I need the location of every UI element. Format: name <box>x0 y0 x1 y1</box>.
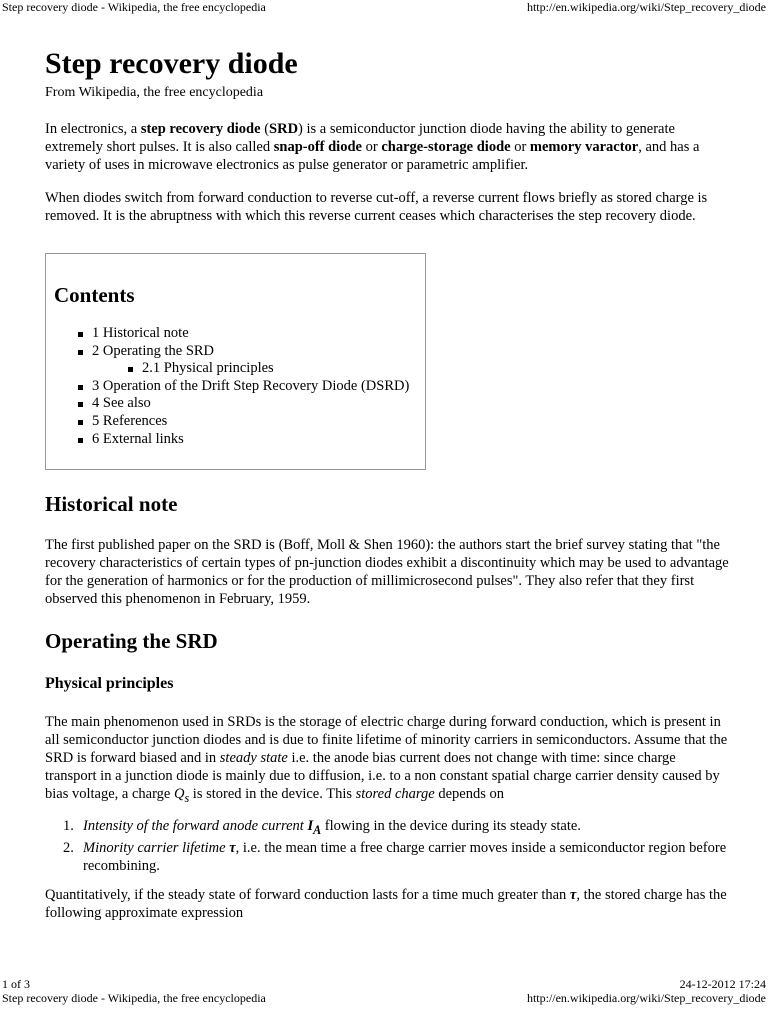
page-title: Step recovery diode <box>45 47 298 80</box>
header-page-title: Step recovery diode - Wikipedia, the free encyclopedia <box>2 0 266 14</box>
heading-operating-the-srd: Operating the SRD <box>45 629 218 653</box>
footer-page-title: Step recovery diode - Wikipedia, the free encyclopedia <box>2 991 266 1005</box>
historical-paragraph: The first published paper on the SRD is (Boff, Moll & Shen 1960): the authors start the brief survey stating that "the recovery characteristics of certain types of pn-junction diodes exhibit a discontinuity which may be used to advantage for the generation of harmonics or for the production of millimicrosecond pulses". They also refer that they first observed this phenomenon in February, 1959. <box>45 537 729 607</box>
toc-item-external-links[interactable]: 6 External links <box>76 431 409 449</box>
toc-title: Contents <box>54 283 135 307</box>
heading-historical-note: Historical note <box>45 492 178 516</box>
toc-list <box>76 325 409 448</box>
table-of-contents <box>45 253 426 470</box>
list-item: 2. Minority carrier lifetime τ, i.e. the mean time a free charge carrier moves inside a semiconductor region before recombining. <box>63 839 727 874</box>
toc-item-references[interactable]: 5 References <box>76 413 409 431</box>
print-datetime: 24-12-2012 17:24 <box>679 977 766 991</box>
heading-physical-principles: Physical principles <box>45 675 174 692</box>
toc-item-historical-note[interactable]: 1 Historical note <box>76 325 409 343</box>
page-subtitle: From Wikipedia, the free encyclopedia <box>45 85 264 100</box>
physical-principles-paragraph: The main phenomenon used in SRDs is the storage of electric charge during forward conduction, which is present in all semiconductor junction diodes and is due to finite lifetime of minority carriers in semiconductors. Assume that the SRD is forward biased and in steady state i.e. the anode bias current does not change with time: since charge transport in a junction diode is mainly due to diffusion, i.e. to a non constant spatial charge carrier density caused by bias voltage, a charge $Q_s$ is stored in the device. This stored charge depends on <box>45 714 728 805</box>
print-header <box>0 0 768 14</box>
intro-paragraph-2: When diodes switch from forward conduction to reverse cut-off, a reverse current flows briefly as stored charge is removed. It is the abruptness with which this reverse current ceases which characterises the step recovery diode. <box>45 190 708 224</box>
header-url: http://en.wikipedia.org/wiki/Step_recovery_diode <box>526 0 766 14</box>
page-counter: 1 of 3 <box>2 977 30 991</box>
intro-paragraph-1: In electronics, a step recovery diode (SRD) is a semiconductor junction diode having the ability to generate extremely short pulses. It is also called snap-off diode or charge-storage diode or memory varactor, and has a variety of uses in microwave electronics as pulse generator or parametric amplifier. <box>45 121 700 173</box>
toc-item-operating-the-srd[interactable]: 2 Operating the SRD <box>76 343 409 361</box>
stored-charge-factors-list <box>45 817 730 875</box>
quantitative-paragraph: Quantitatively, if the steady state of forward conduction lasts for a time much greater than τ, the stored charge has the following approximate expression <box>45 887 727 921</box>
toc-item-physical-principles[interactable]: 2.1 Physical principles <box>126 360 409 378</box>
article-intro <box>45 46 730 225</box>
list-item: 1. Intensity of the forward anode current $I_A$ flowing in the device during its steady state. <box>63 818 581 837</box>
toc-item-dsrd[interactable]: 3 Operation of the Drift Step Recovery Diode (DSRD) <box>76 378 409 396</box>
toc-item-see-also[interactable]: 4 See also <box>76 395 409 413</box>
footer-url: http://en.wikipedia.org/wiki/Step_recovery_diode <box>526 991 766 1005</box>
